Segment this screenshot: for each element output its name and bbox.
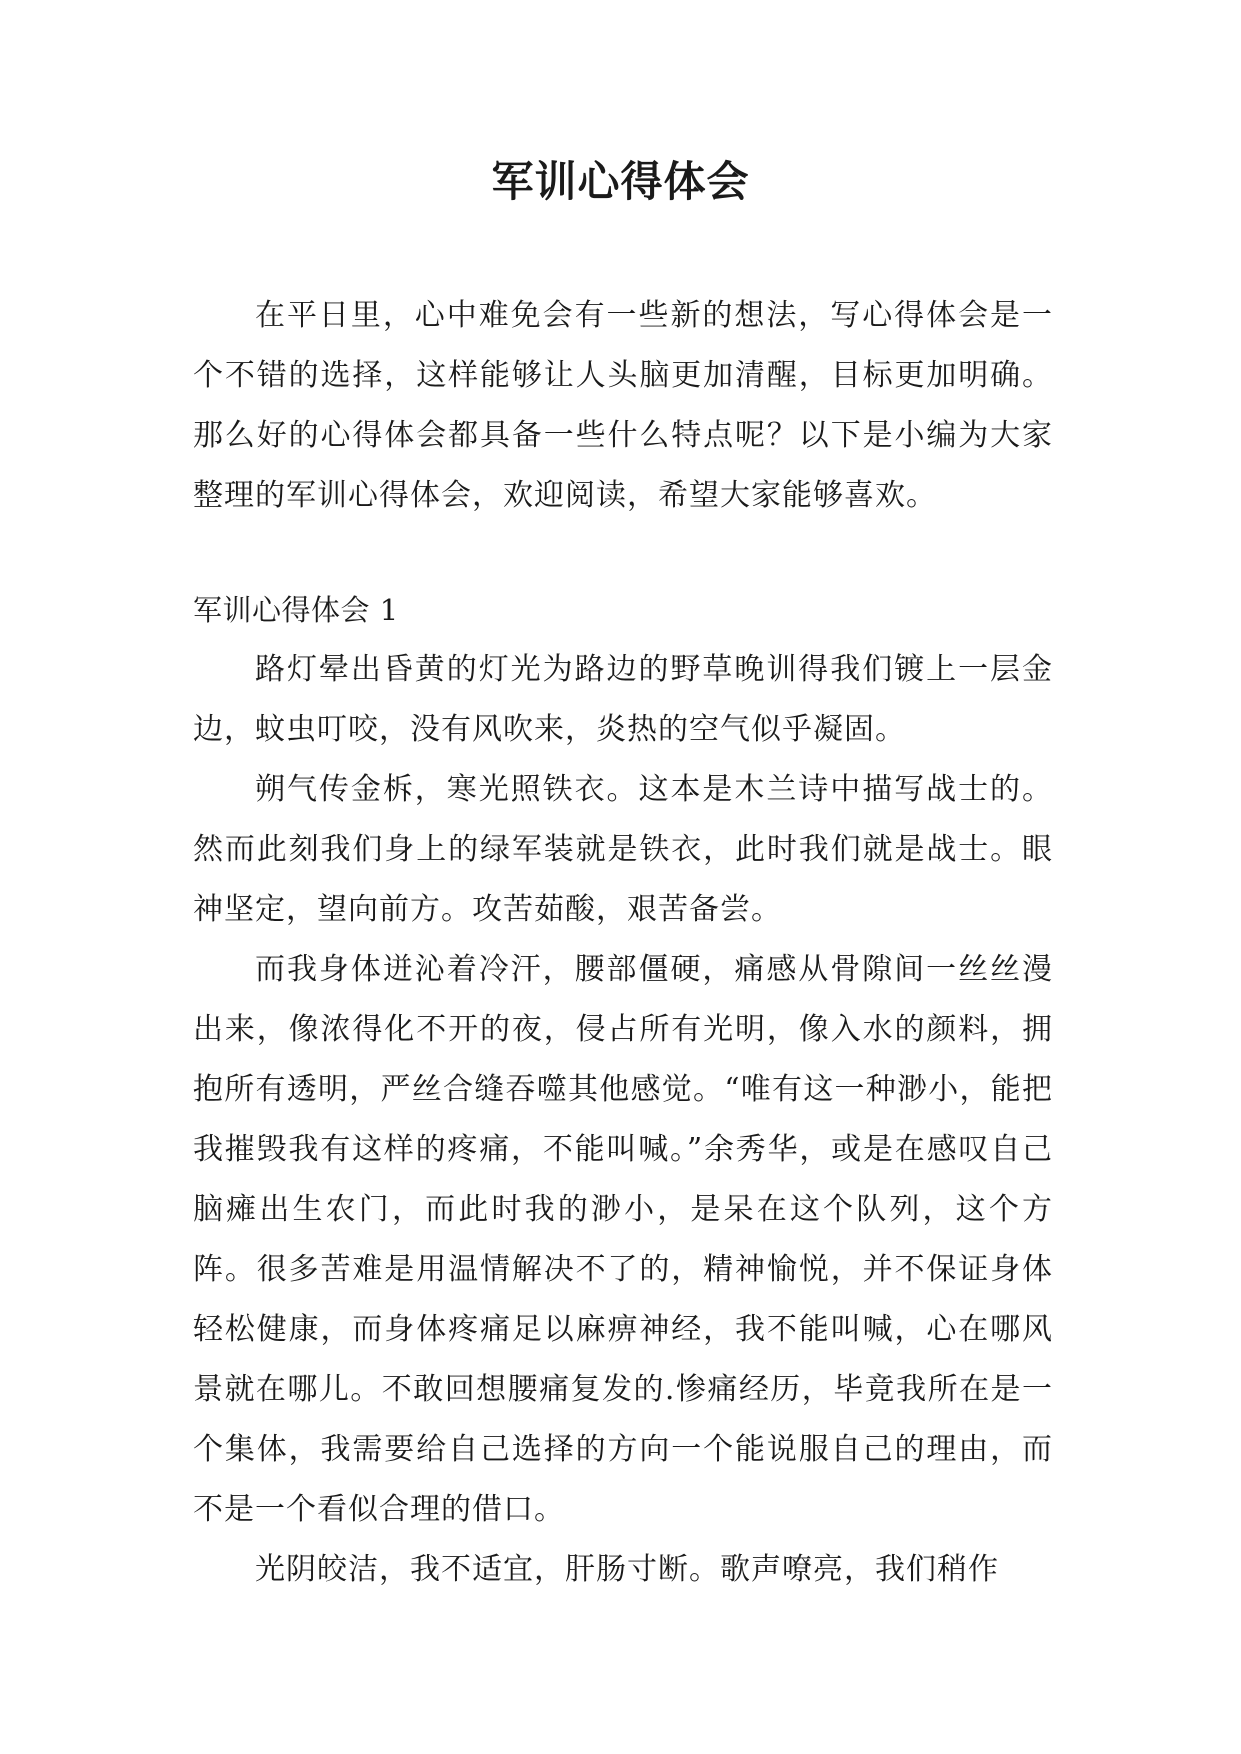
intro-paragraph: 在平日里，心中难免会有一些新的想法，写心得体会是一个不错的选择，这样能够让人头脑更加清醒，目标更加明确。那么好的心得体会都具备一些什么特点呢？以下是小编为大家整理的军训心得体会，欢迎阅读，希望大家能够喜欢。 bbox=[193, 298, 1053, 513]
section-heading: 军训心得体会 1 bbox=[193, 593, 399, 627]
document-title: 军训心得体会 bbox=[491, 157, 750, 206]
body-paragraph-3: 而我身体迸沁着冷汗，腰部僵硬，痛感从骨隙间一丝丝漫出来，像浓得化不开的夜，侵占所有光明，像入水的颜料，拥抱所有透明，严丝合缝吞噬其他感觉。“唯有这一种渺小，能把我摧毁我有这样的疼痛，不能叫喊。”余秀华，或是在感叹自己脑瘫出生农门，而此时我的渺小，是呆在这个队列，这个方阵。很多苦难是用温情解决不了的，精神愉悦，并不保证身体轻松健康，而身体疼痛足以麻痹神经，我不能叫喊，心在哪风景就在哪儿。不敢回想腰痛复发的.惨痛经历，毕竟我所在是一个集体，我需要给自己选择的方向一个能说服自己的理由，而不是一个看似合理的借口。 bbox=[193, 952, 1053, 1527]
body-paragraph-4: 光阴皎洁，我不适宜，肝肠寸断。歌声嘹亮，我们稍作 bbox=[255, 1552, 999, 1587]
body-paragraph-2: 朔气传金柝，寒光照铁衣。这本是木兰诗中描写战士的。然而此刻我们身上的绿军装就是铁衣，此时我们就是战士。眼神坚定，望向前方。攻苦茹酸，艰苦备尝。 bbox=[193, 772, 1053, 927]
body-paragraph-1: 路灯晕出昏黄的灯光为路边的野草晚训得我们镀上一层金边，蚊虫叮咬，没有风吹来，炎热的空气似乎凝固。 bbox=[193, 652, 1053, 747]
